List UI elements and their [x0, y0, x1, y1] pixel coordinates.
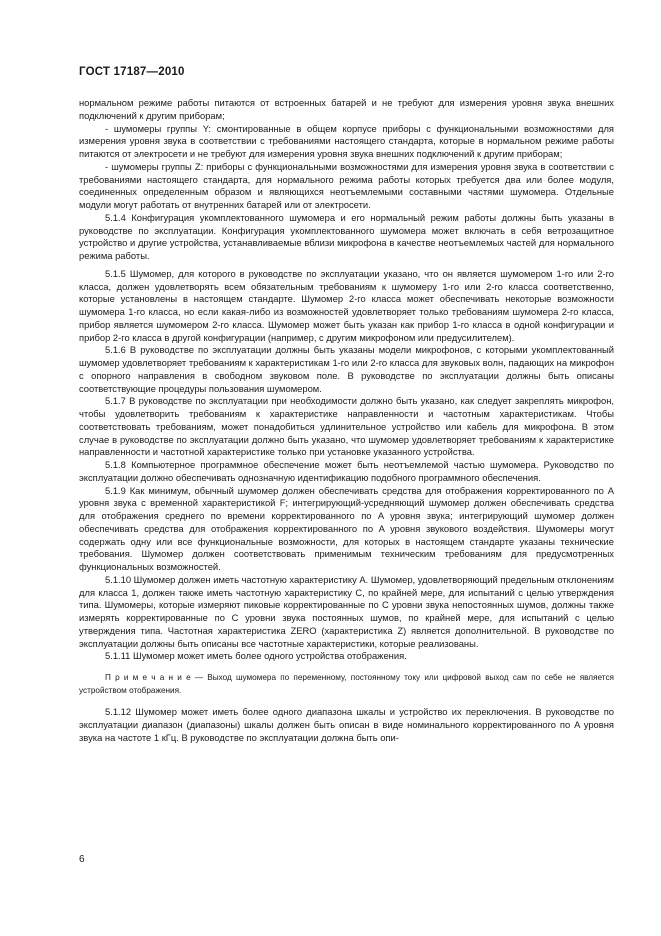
clause-5-1-7: 5.1.7 В руководстве по эксплуатации при необходимости должно быть указано, как следует закреплять микрофон, чтобы удовлетворить требованиям к характеристике направленности и частотным характеристикам. Чтобы соответствовать требованиям, может понадобиться удлинительное устройство или кабель для микрофона. В этом случае в руководстве по эксплуатации должно быть указано, что шумомер удовлетворяет требованиям к характеристике направленности и частотной характеристике только при установке указанного устройства. [79, 395, 614, 458]
document-header: ГОСТ 17187—2010 [79, 66, 185, 78]
note: П р и м е ч а н и е — Выход шумомера по переменному, постоянному току или цифровой выход сам по себе не является устройством отображения. [79, 673, 614, 695]
document-body [79, 97, 614, 744]
paragraph-continuation: нормальном режиме работы питаются от встроенных батарей и не требуют для измерения уровня звука внешних подключений к другим приборам; [79, 97, 614, 121]
page-number: 6 [79, 854, 85, 865]
list-item-group-z: - шумомеры группы Z: приборы с функциональными возможностями для измерения уровня звука в соответствии с требованиями настоящего стандарта, для нормального режима работы которых требуется два или более модуля, соединенных определенным образом и являющихся неотъемлемыми составными частями шумомера. Отдельные модули могут работать от внутренних батарей или от электросети. [79, 160, 614, 210]
clause-5-1-8: 5.1.8 Компьютерное программное обеспечение может быть неотъемлемой частью шумомера. Руководство по эксплуатации должно обеспечивать однозначную идентификацию подобного программного обеспечения. [79, 459, 614, 483]
clause-5-1-9: 5.1.9 Как минимум, обычный шумомер должен обеспечивать средства для отображения корректированного по A уровня звука с временной характеристикой F; интегрирующий-усредняющий шумомер должен обеспечивать средства для отображения среднего по времени корректированного по A уровня звука; интегрирующий шумомер должен обеспечивать средства для отображения корректированного по A уровня звукового воздействия. Шумомеры могут содержать одну или все функциональные возможности, для которых в настоящем стандарте указаны технические требования. Шумомер должен соответствовать применимым техническим требованиям для предусмотренных функциональных возможностей. [79, 484, 614, 572]
clause-5-1-12: 5.1.12 Шумомер может иметь более одного диапазона шкалы и устройство их переключения. В руководстве по эксплуатации диапазон (диапазоны) шкалы должен быть описан в виде номинального корректированного по A уровня звука на частоте 1 кГц. В руководстве по эксплуатации должна быть опи- [79, 706, 614, 743]
clause-5-1-5: 5.1.5 Шумомер, для которого в руководстве по эксплуатации указано, что он является шумомером 1-го или 2-го класса, должен удовлетворять всем обязательным требованиям к шумомеру 1-го или 2-го класса соответственно, которые установлены в настоящем стандарте. Шумомер 2-го класса может обеспечивать некоторые возможности шумомера 1-го класса, но если какая-либо из возможностей удовлетворяет только требованиям шумомера 2-го класса, прибор является шумомером 2-го класса. Шумомер может быть указан как прибор 1-го класса в одной конфигурации и прибор 2-го класса в другой конфигурации (например, с другим микрофоном или предусилителем). [79, 267, 614, 343]
clause-5-1-6: 5.1.6 В руководстве по эксплуатации должны быть указаны модели микрофонов, с которыми укомплектованный шумомер удовлетворяет требованиям к характеристикам 1-го или 2-го класса для звуковых волн, падающих на микрофон с опорного направления в свободном звуковом поле. В руководстве по эксплуатации должны быть описаны соответствующие процедуры пользования шумомером. [79, 344, 614, 394]
list-item-group-y: - шумомеры группы Y: смонтированные в общем корпусе приборы с функциональными возможностями для измерения уровня звука в соответствии с требованиями настоящего стандарта, которые в нормальном режиме работы питаются от электросети и не требуют для измерения уровня звука внешних подключений к другим приборам; [79, 122, 614, 159]
clause-5-1-4: 5.1.4 Конфигурация укомплектованного шумомера и его нормальный режим работы должны быть указаны в руководстве по эксплуатации. Конфигурация укомплектованного шумомера может включать в себя ветрозащитное устройство и другие устройства, устанавливаемые вблизи микрофона в качестве неотъемлемых частей для нормального режима работы. [79, 211, 614, 261]
clause-5-1-11: 5.1.11 Шумомер может иметь более одного устройства отображения. [105, 650, 407, 662]
clause-5-1-10: 5.1.10 Шумомер должен иметь частотную характеристику A. Шумомер, удовлетворяющий предельным отклонениям для класса 1, должен также иметь частотную характеристику C, по крайней мере, для испытаний с целью утверждения типа. Шумомеры, которые измеряют пиковые корректированные по C уровни звука непостоянных шумов, должны также измерять корректированные по C уровни звука постоянных шумов, по крайней мере, для испытаний с целью утверждения типа. Частотная характеристика ZERO (характеристика Z) является дополнительной. В руководстве по эксплуатации должны быть описаны все частотные характеристики, которые реализованы. [79, 573, 614, 649]
